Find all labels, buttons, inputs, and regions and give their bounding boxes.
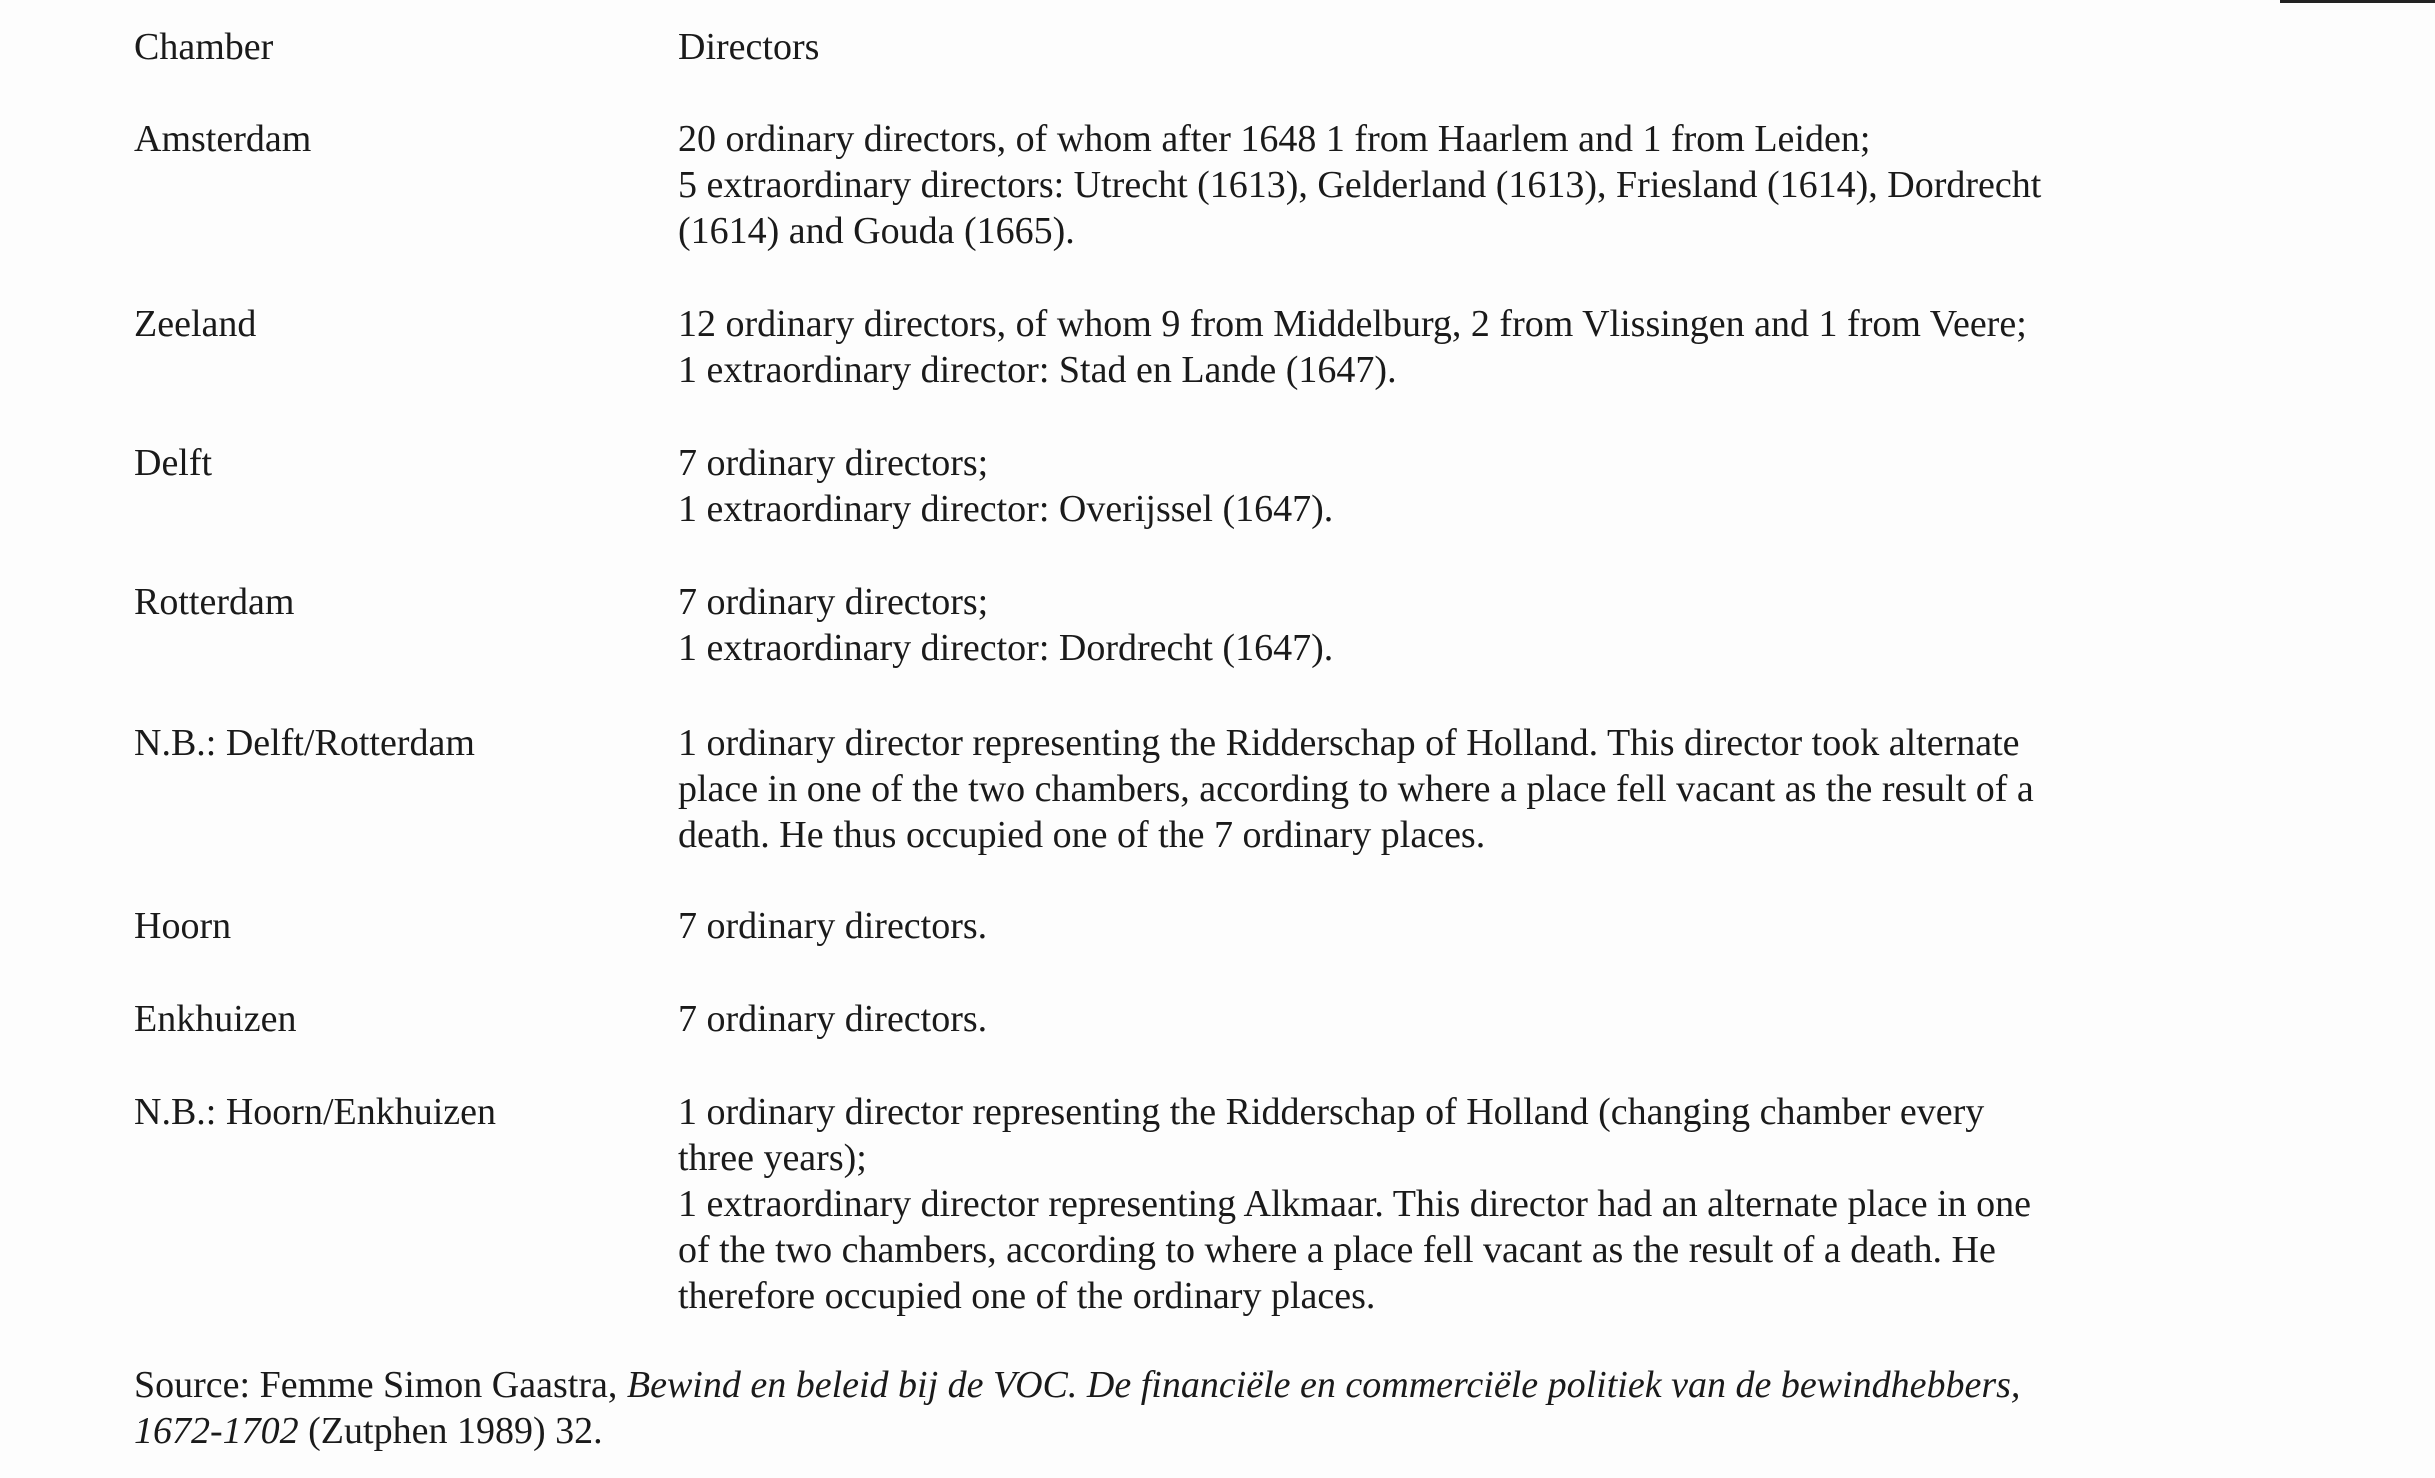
directors-text [678, 116, 2368, 254]
chamber-name: Zeeland [134, 303, 257, 345]
directors-text [678, 440, 2368, 532]
source-suffix: (Zutphen 1989) 32. [298, 1410, 603, 1452]
directors-line: 5 extraordinary directors: Utrecht (1613), Gelderland (1613), Friesland (1614), Dordrecht [678, 164, 2042, 206]
chamber-name: Hoorn [134, 905, 232, 947]
source-years: 1672-1702 [134, 1410, 299, 1452]
directors-line: 7 ordinary directors; [678, 442, 989, 484]
directors-line: 7 ordinary directors; [678, 581, 989, 623]
directors-line: of the two chambers, according to where a place fell vacant as the result of a death. He [678, 1229, 1996, 1271]
directors-line: 7 ordinary directors. [678, 998, 988, 1040]
header-directors: Directors [678, 26, 820, 68]
directors-text [678, 903, 2368, 949]
chamber-name: N.B.: Delft/Rotterdam [134, 722, 475, 764]
directors-line: 1 ordinary director representing the Ridderschap of Holland (changing chamber every [678, 1091, 1985, 1133]
header-chamber: Chamber [134, 26, 274, 68]
directors-line: 7 ordinary directors. [678, 905, 988, 947]
directors-line: 1 extraordinary director: Stad en Lande (1647). [678, 349, 1397, 391]
directors-text [678, 1089, 2368, 1319]
directors-text [678, 301, 2368, 393]
directors-line: (1614) and Gouda (1665). [678, 210, 1075, 252]
directors-line: 20 ordinary directors, of whom after 1648 1 from Haarlem and 1 from Leiden; [678, 118, 1871, 160]
directors-line: 1 extraordinary director: Overijssel (1647). [678, 488, 1334, 530]
directors-line: death. He thus occupied one of the 7 ordinary places. [678, 814, 1486, 856]
source-line-2 [134, 1408, 2334, 1454]
chamber-name: Rotterdam [134, 581, 295, 623]
chamber-name: Amsterdam [134, 118, 312, 160]
directors-line: 1 extraordinary director: Dordrecht (1647). [678, 627, 1334, 669]
directors-line: 12 ordinary directors, of whom 9 from Middelburg, 2 from Vlissingen and 1 from Veere; [678, 303, 2027, 345]
directors-text [678, 996, 2368, 1042]
source-line-1 [134, 1362, 2334, 1408]
source-title: Bewind en beleid bij de VOC. De financiële en commerciële politiek van de bewindhebbers, [626, 1364, 2021, 1406]
directors-line: three years); [678, 1137, 867, 1179]
directors-text [678, 720, 2368, 858]
chamber-name: Enkhuizen [134, 998, 297, 1040]
directors-line: therefore occupied one of the ordinary places. [678, 1275, 1376, 1317]
chamber-name: N.B.: Hoorn/Enkhuizen [134, 1091, 497, 1133]
directors-line: 1 ordinary director representing the Ridderschap of Holland. This director took alternate [678, 722, 2020, 764]
source-citation [134, 1362, 2334, 1454]
directors-line: place in one of the two chambers, according to where a place fell vacant as the result of a [678, 768, 2034, 810]
directors-text [678, 579, 2368, 671]
chamber-name: Delft [134, 442, 213, 484]
source-prefix: Source: Femme Simon Gaastra, [134, 1364, 627, 1406]
directors-line: 1 extraordinary director representing Alkmaar. This director had an alternate place in one [678, 1183, 2032, 1225]
top-rule [2280, 0, 2435, 3]
